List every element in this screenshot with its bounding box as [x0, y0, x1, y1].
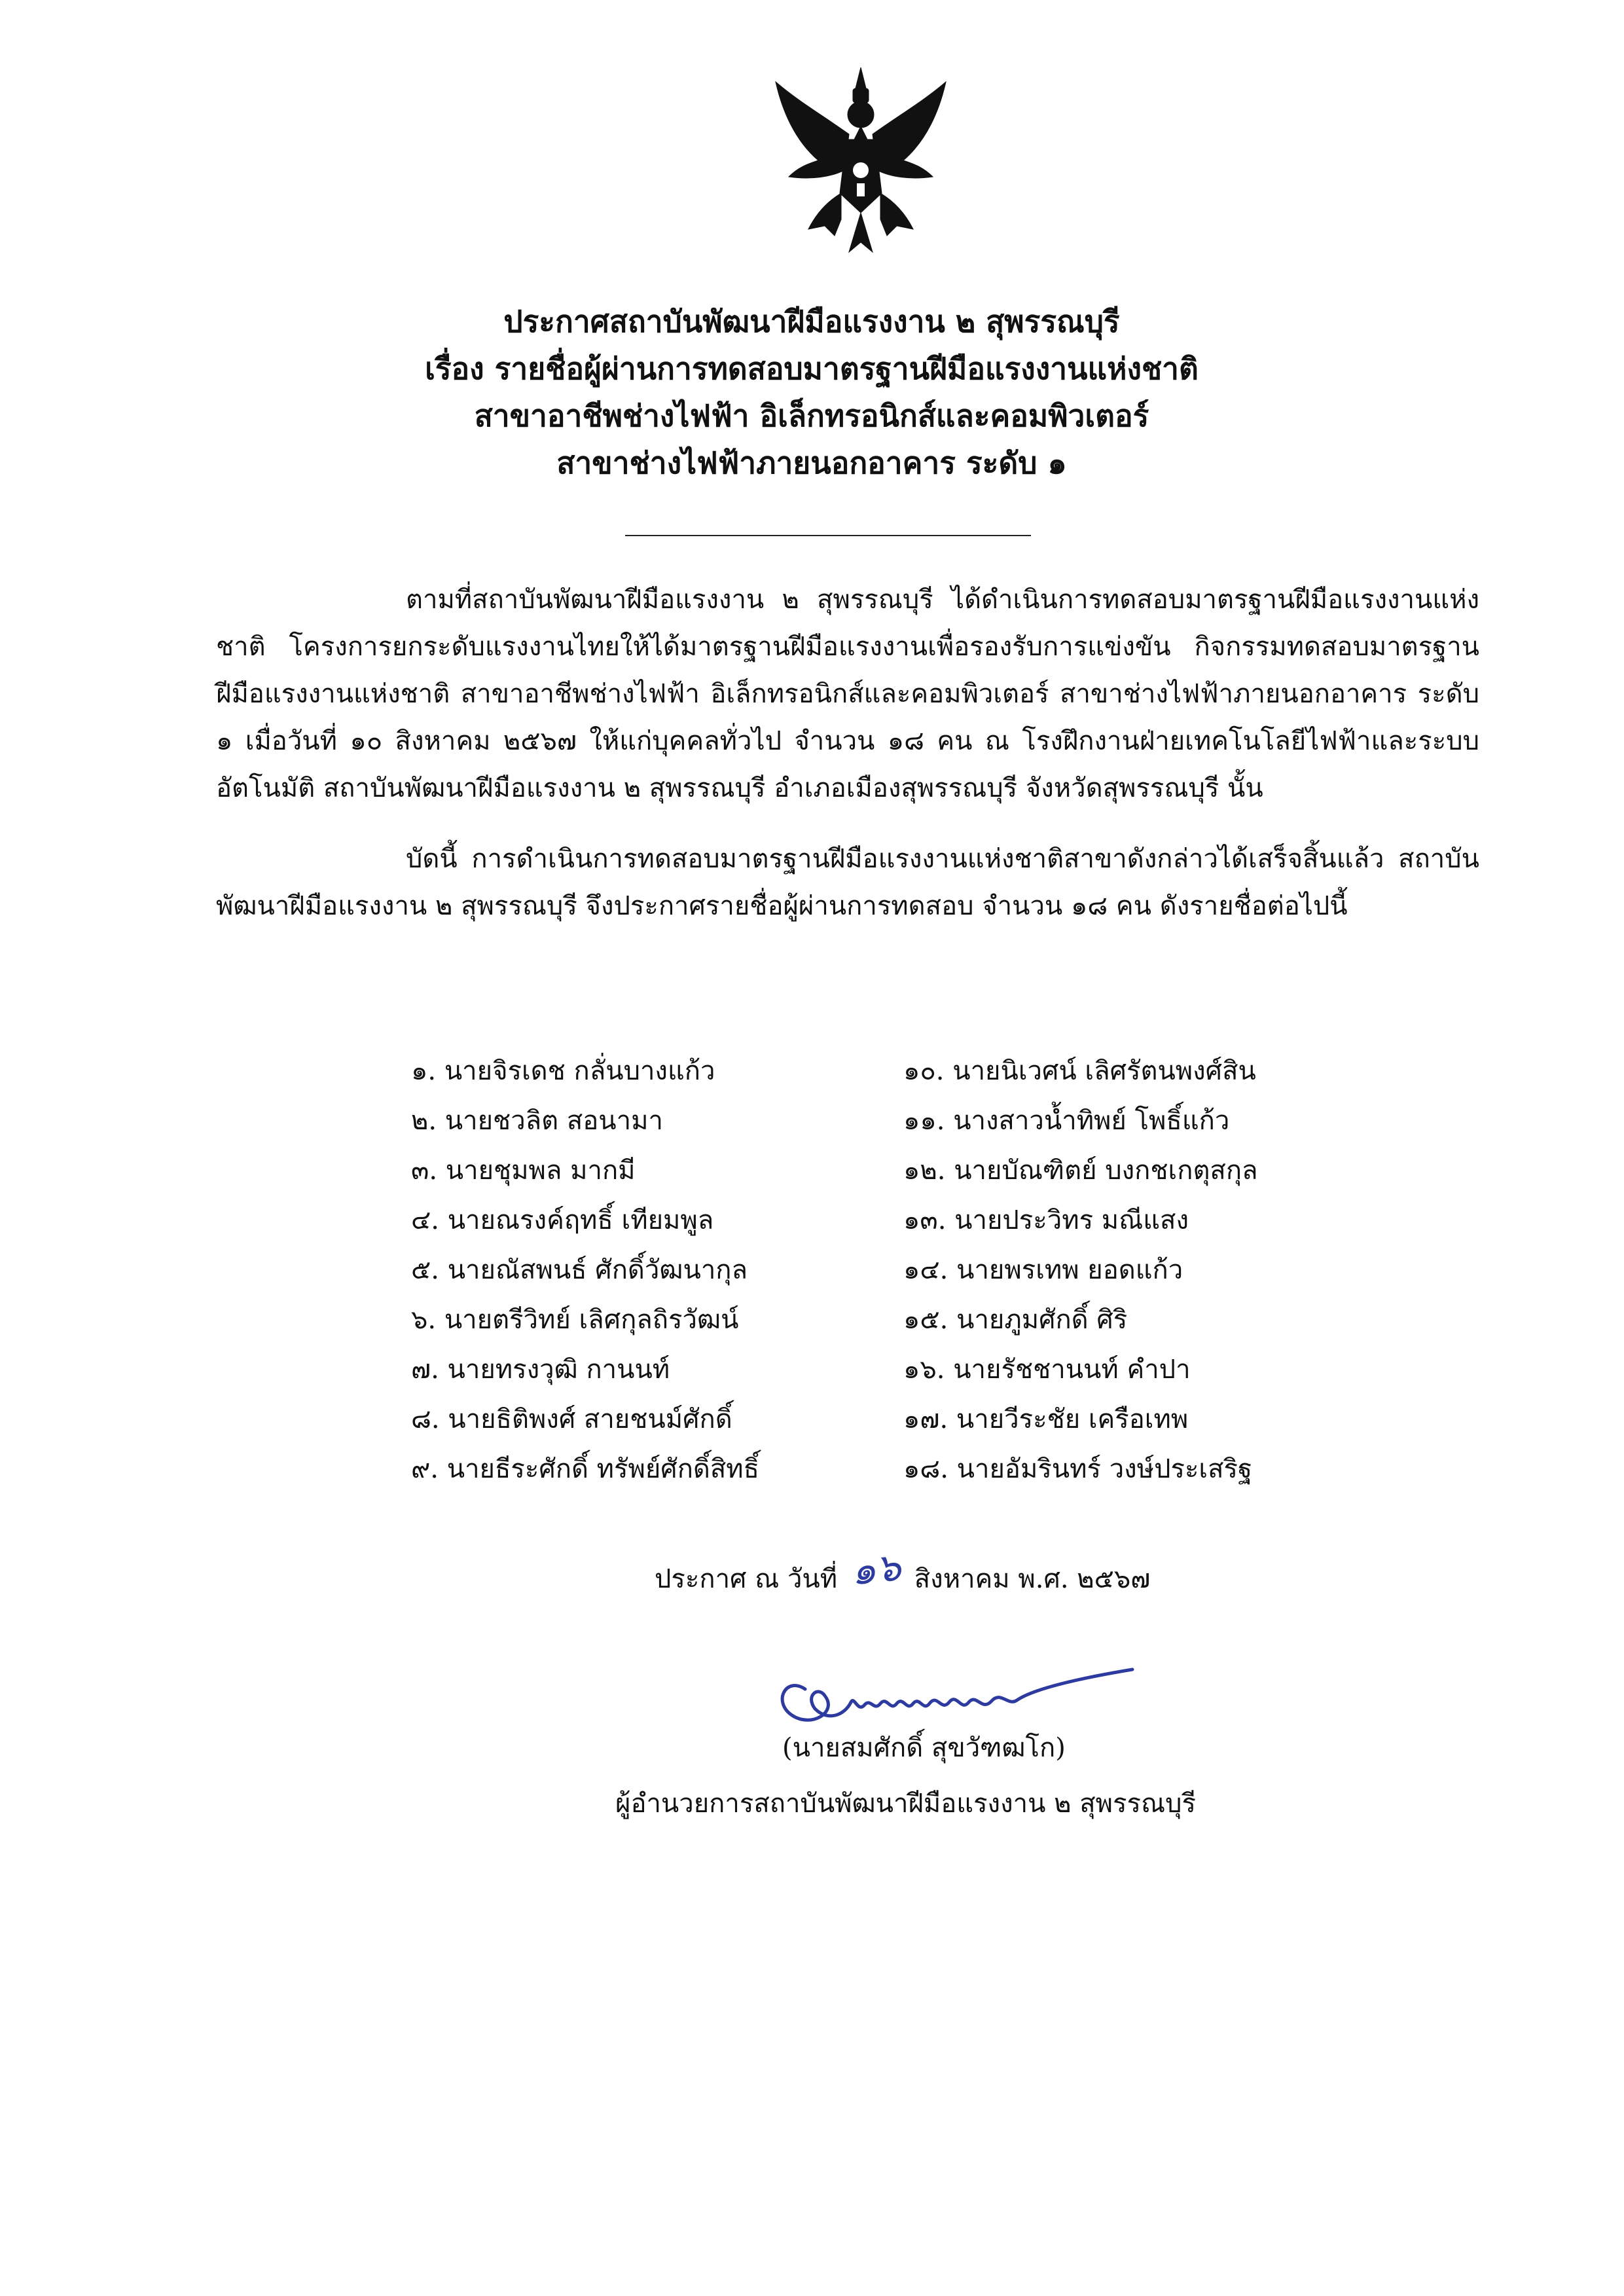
list-item: ๑๒. นายบัณฑิตย์ บงกชเกตุสกุล: [903, 1156, 1258, 1186]
announcement-body: [216, 576, 1479, 930]
announcement-date: [655, 1544, 1151, 1599]
signer-name: (นายสมศักดิ์ สุขวัฑฒโก): [782, 1733, 1066, 1763]
list-item: ๓. นายชุมพล มากมี: [411, 1156, 636, 1186]
list-item: ๑๗. นายวีระชัย เครือเทพ: [903, 1404, 1189, 1434]
list-item: ๑๓. นายประวิทร มณีแสง: [903, 1205, 1189, 1235]
heading-line-1: ประกาศสถาบันพัฒนาฝีมือแรงงาน ๒ สุพรรณบุรี: [503, 304, 1120, 339]
list-item: ๔. นายณรงค์ฤทธิ์ เทียมพูล: [411, 1205, 714, 1235]
heading-line-4: สาขาช่างไฟฟ้าภายนอกอาคาร ระดับ ๑: [556, 445, 1067, 481]
list-item: ๑๐. นายนิเวศน์ เลิศรัตนพงศ์สิน: [903, 1056, 1256, 1086]
heading-line-2: เรื่อง รายชื่อผู้ผ่านการทดสอบมาตรฐานฝีมือแรงงานแห่งชาติ: [425, 351, 1199, 386]
list-item: ๑๕. นายภูมศักดิ์ ศิริ: [903, 1305, 1128, 1335]
garuda-emblem-icon: [763, 62, 959, 259]
list-item: ๑. นายจิรเดช กลั่นบางแก้ว: [411, 1056, 715, 1086]
body-paragraph-1: ตามที่สถาบันพัฒนาฝีมือแรงงาน ๒ สุพรรณบุรี ได้ดำเนินการทดสอบมาตรฐานฝีมือแรงงานแห่งชาติ โครงการยกระดับแรงงานไทยให้ได้มาตรฐานฝีมือแรงงานเพื่อรองรับการแข่งขัน กิจกรรมทดสอบมาตรฐานฝีมือแรงงานแห่งชาติ สาขาอาชีพช่างไฟฟ้า อิเล็กทรอนิกส์และคอมพิวเตอร์ สาขาช่างไฟฟ้าภายนอกอาคาร ระดับ ๑ เมื่อวันที่ ๑๐ สิงหาคม ๒๕๖๗ ให้แก่บุคคลทั่วไป จำนวน ๑๘ คน ณ โรงฝึกงานฝ่ายเทคโนโลยีไฟฟ้าและระบบอัตโนมัติ สถาบันพัฒนาฝีมือแรงงาน ๒ สุพรรณบุรี อำเภอเมืองสุพรรณบุรี จังหวัดสุพรรณบุรี นั้น: [216, 585, 1479, 803]
list-item: ๑๔. นายพรเทพ ยอดแก้ว: [903, 1255, 1183, 1285]
heading-line-3: สาขาอาชีพช่างไฟฟ้า อิเล็กทรอนิกส์และคอมพิวเตอร์: [474, 398, 1149, 433]
list-item: ๕. นายณัสพนธ์ ศักดิ์วัฒนากุล: [411, 1255, 748, 1285]
passed-names-column-1: [411, 1046, 759, 1494]
heading-divider: [625, 535, 1031, 536]
date-prefix: ประกาศ ณ วันที่: [655, 1564, 838, 1594]
list-item: ๑๑. นางสาวน้ำทิพย์ โพธิ์แก้ว: [903, 1106, 1230, 1136]
body-paragraph-2: บัดนี้ การดำเนินการทดสอบมาตรฐานฝีมือแรงงานแห่งชาติสาขาดังกล่าวได้เสร็จสิ้นแล้ว สถาบันพัฒนาฝีมือแรงงาน ๒ สุพรรณบุรี จึงประกาศรายชื่อผู้ผ่านการทดสอบ จำนวน ๑๘ คน ดังรายชื่อต่อไปนี้: [216, 844, 1479, 921]
list-item: ๒. นายชวลิต สอนามา: [411, 1106, 663, 1136]
list-item: ๑๘. นายอัมรินทร์ วงษ์ประเสริฐ: [903, 1454, 1253, 1484]
date-suffix: สิงหาคม พ.ศ. ๒๕๖๗: [914, 1564, 1151, 1594]
list-item: ๙. นายธีระศักดิ์ ทรัพย์ศักดิ์สิทธิ์: [411, 1454, 760, 1484]
list-item: ๗. นายทรงวุฒิ กานนท์: [411, 1355, 670, 1385]
list-item: ๑๖. นายรัชชานนท์ คำปา: [903, 1355, 1191, 1385]
list-item: ๖. นายตรีวิทย์ เลิศกุลถิรวัฒน์: [411, 1305, 739, 1335]
signer-position: ผู้อำนวยการสถาบันพัฒนาฝีมือแรงงาน ๒ สุพรรณบุรี: [615, 1789, 1196, 1819]
list-item: ๘. นายธิติพงศ์ สายชนม์ศักดิ์: [411, 1404, 732, 1434]
announcement-heading: [196, 298, 1427, 486]
date-day-handwritten: ๑๖: [848, 1544, 903, 1595]
passed-names-column-2: [903, 1046, 1258, 1494]
